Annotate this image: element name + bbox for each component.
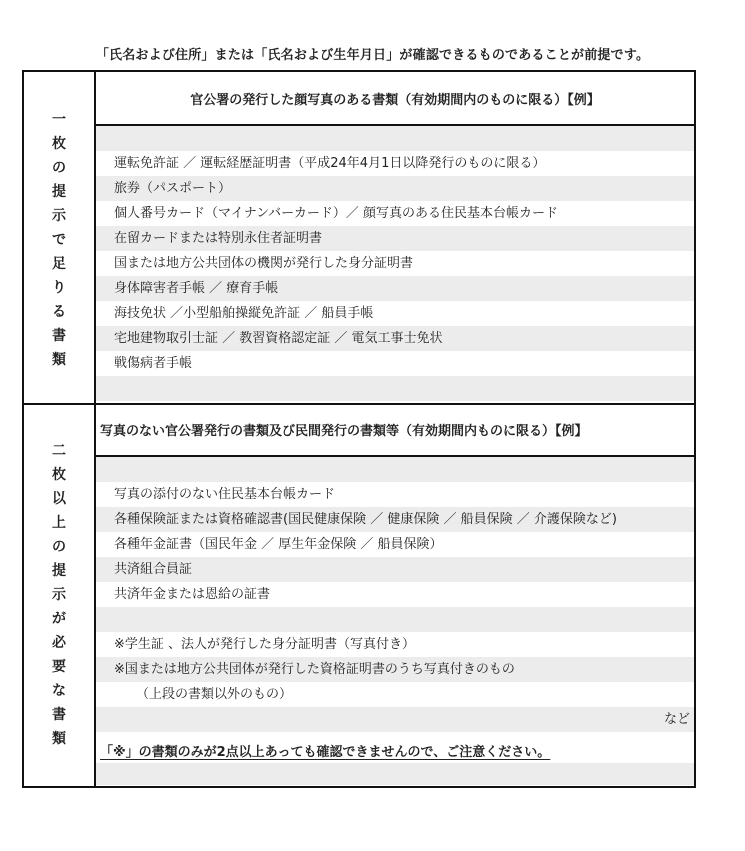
blank-row (96, 763, 694, 785)
side-char: 足 (52, 256, 66, 272)
list-item: 運転免許証 ／ 運転経歴証明書（平成24年4月1日以降発行のものに限る） (114, 156, 546, 171)
side-char: 一 (52, 112, 66, 128)
section-content-single (96, 72, 694, 403)
list-item (96, 607, 694, 632)
list-item: 共済年金または恩給の証書 (114, 587, 271, 602)
list-item: 各種年金証書（国民年金 ／ 厚生年金保険 ／ 船員保険） (114, 537, 443, 552)
id-documents-table (22, 70, 696, 788)
list-item: 国または地方公共団体の機関が発行した身分証明書 (114, 256, 414, 271)
list-item: 身体障害者手帳 ／ 療育手帳 (96, 276, 694, 301)
list-item (96, 126, 694, 151)
list-item: 在留カードまたは特別永住者証明書 (96, 226, 694, 251)
side-char: 上 (52, 515, 66, 531)
side-char: 示 (52, 587, 66, 603)
section-single-document (24, 72, 694, 405)
list-item (96, 376, 694, 401)
side-char: 類 (52, 352, 66, 368)
caution-note: 「※」の書類のみが2点以上あっても確認できませんので、ご注意ください。 (100, 745, 551, 760)
side-char: の (52, 160, 66, 176)
list-item: 旅券（パスポート） (96, 176, 694, 201)
section-label-single (24, 72, 96, 403)
list-item: 共済組合員証 (96, 557, 694, 582)
section-header-single: 官公署の発行した顔写真のある書類（有効期間内のものに限る）【例】 (96, 72, 694, 126)
side-char: 提 (52, 563, 66, 579)
list-item: 各種保険証または資格確認書(国民健康保険 ／ 健康保険 ／ 船員保険 ／ 介護保険など) (96, 507, 694, 532)
list-item: 戦傷病者手帳 (114, 356, 193, 371)
side-char: 必 (52, 635, 66, 651)
section-header-multiple: 写真のない官公署発行の書類及び民間発行の書類等（有効期間内ものに限る）【例】 (96, 403, 694, 457)
list-item (96, 457, 694, 482)
side-char: 提 (52, 184, 66, 200)
side-char: 示 (52, 208, 66, 224)
side-char: 類 (52, 731, 66, 747)
side-char: る (52, 304, 66, 320)
side-char: 枚 (52, 136, 66, 152)
side-char: り (52, 280, 66, 296)
side-char: が (52, 611, 66, 627)
side-char: で (52, 232, 66, 248)
side-char: 枚 (52, 467, 66, 483)
section-content-multiple (96, 403, 694, 786)
intro-text: 「氏名および住所」または「氏名および生年月日」が確認できるものであることが前提です。 (95, 48, 650, 63)
list-item: ※学生証 、法人が発行した身分証明書（写真付き） (114, 637, 416, 652)
list-item: （上段の書類以外のもの） (136, 687, 293, 702)
side-char: 以 (52, 491, 66, 507)
side-char: 書 (52, 707, 66, 723)
side-char: な (52, 683, 66, 699)
list-item: 個人番号カード（マイナンバーカード）／ 顔写真のある住民基本台帳カード (114, 206, 559, 221)
side-char: 書 (52, 328, 66, 344)
list-item: 宅地建物取引士証 ／ 教習資格認定証 ／ 電気工事士免状 (96, 326, 694, 351)
side-char: の (52, 539, 66, 555)
section-label-multiple (24, 403, 96, 786)
list-item: 写真の添付のない住民基本台帳カード (114, 487, 336, 502)
section-multiple-documents (24, 403, 694, 786)
side-char: 要 (52, 659, 66, 675)
list-item-etc: など (96, 707, 694, 732)
list-item: ※国または地方公共団体が発行した資格証明書のうち写真付きのもの (96, 657, 694, 682)
list-item: 海技免状 ／小型船舶操縦免許証 ／ 船員手帳 (114, 306, 374, 321)
side-char: 二 (52, 443, 66, 459)
